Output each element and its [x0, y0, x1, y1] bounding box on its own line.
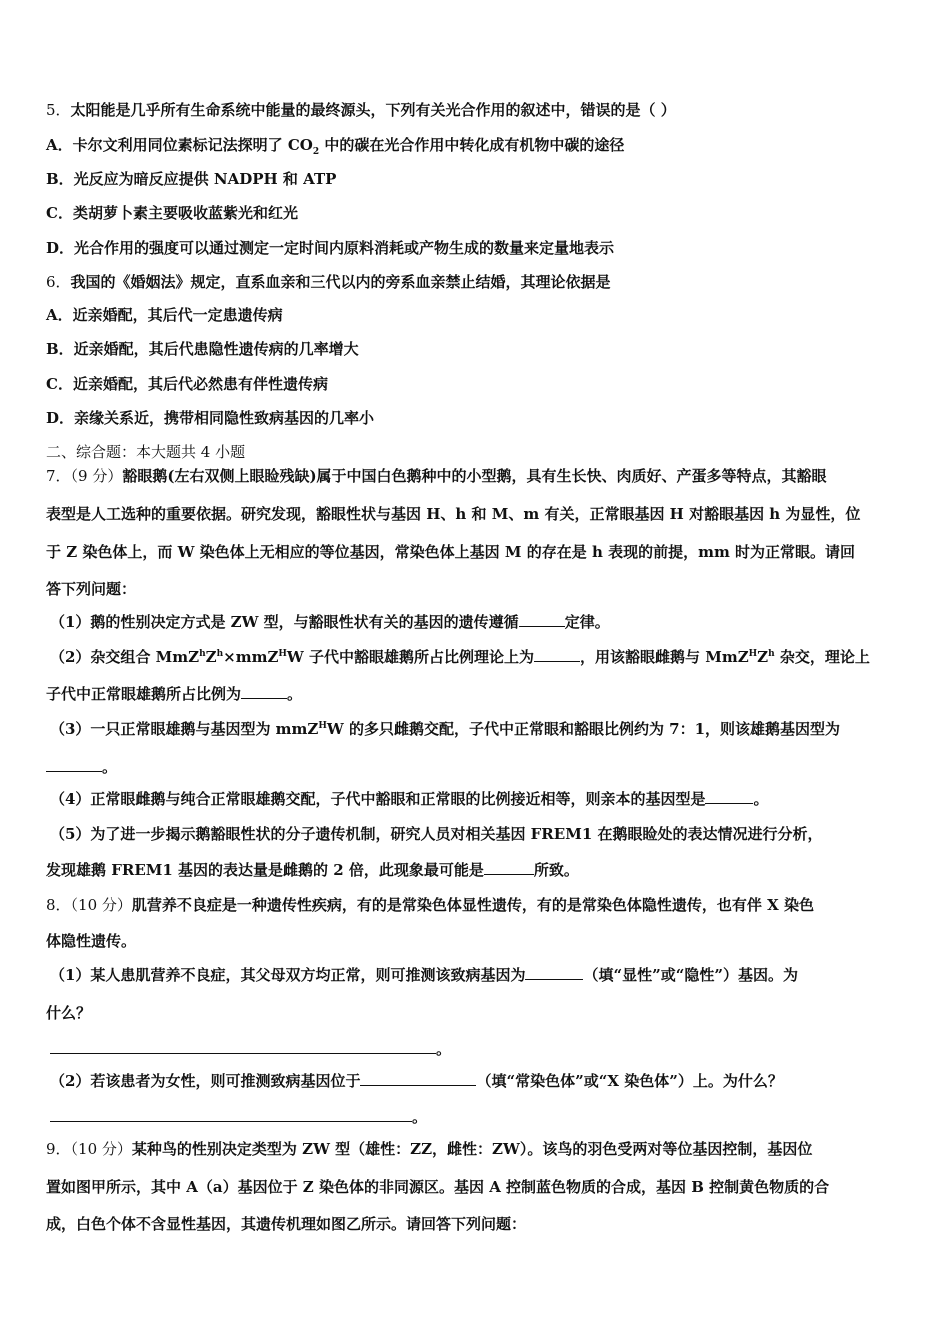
answer-blank[interactable]: [46, 757, 102, 772]
q7-number: 7．（9 分）: [46, 467, 123, 485]
q7-part-2-text-d: W 子代中豁眼雄鹅所占比例理论上为: [286, 648, 534, 666]
answer-blank[interactable]: [241, 684, 287, 699]
q8-part-2-text: （2）若该患者为女性，则可推测致病基因位于: [50, 1072, 361, 1090]
q8-part-2-answer-line: [50, 1106, 910, 1128]
q5-stem: [46, 99, 910, 121]
q7-part-3-text-a: （3）一只正常眼雄鹅与基因型为 mmZ: [50, 720, 319, 738]
q7-line-4: 答下列问题：: [46, 580, 137, 598]
q7-part-3-line-2-end: 。: [102, 758, 118, 776]
answer-blank[interactable]: [525, 965, 583, 980]
q6-stem-text: 我国的《婚姻法》规定，直系血亲和三代以内的旁系血亲禁止结婚，其理论依据是: [70, 273, 611, 291]
q7-part-2-text-f: Z: [757, 648, 769, 666]
q8-line-1-text: 肌营养不良症是一种遗传性疾病，有的是常染色体显性遗传，有的是常染色体隐性遗传，也有伴 X 染色: [131, 896, 814, 914]
q7-part-3: [50, 718, 910, 740]
q8-part-2: [50, 1070, 910, 1092]
superscript: H: [278, 649, 287, 659]
q6-option-a: A．近亲婚配，其后代一定患遗传病: [46, 306, 283, 324]
superscript: H: [318, 721, 327, 731]
q7-line-1-text: 豁眼鹅(左右双侧上眼睑残缺)属于中国白色鹅种中的小型鹅，具有生长快、肉质好、产蛋多等特点，其豁眼: [122, 467, 827, 485]
q6-option-d: D．亲缘关系近，携带相同隐性致病基因的几率小: [46, 409, 375, 427]
q8-part-2-answer-end: 。: [412, 1108, 428, 1126]
q9-line-3: 成，白色个体不含显性基因，其遗传机理如图乙所示。请回答下列问题：: [46, 1215, 527, 1233]
q7-part-1-text: （1）鹅的性别决定方式是 ZW 型，与豁眼性状有关的基因的遗传遵循: [50, 613, 519, 631]
q9-number: 9．（10 分）: [46, 1140, 132, 1158]
q7-line-3: 于 Z 染色体上，而 W 染色体上无相应的等位基因，常染色体上基因 M 的存在是 h 表现的前提，mm 时为正常眼。请回: [46, 543, 856, 561]
q7-part-4-text: （4）正常眼雌鹅与纯合正常眼雄鹅交配，子代中豁眼和正常眼的比例接近相等，则亲本的基因型是: [50, 790, 706, 808]
answer-blank[interactable]: [534, 647, 580, 662]
q8-part-1-answer-end: 。: [436, 1040, 452, 1058]
q8-part-1: [50, 964, 910, 986]
q7-part-2-text-e: ，用该豁眼雌鹅与 MmZ: [580, 648, 749, 666]
q7-part-4-end: 。: [753, 790, 769, 808]
q7-part-4: [50, 788, 910, 810]
answer-blank[interactable]: [50, 1107, 412, 1122]
section-heading: 二、综合题：本大题共 4 小题: [46, 443, 246, 461]
answer-blank[interactable]: [519, 612, 565, 627]
superscript: H: [748, 649, 758, 659]
q7-part-5-line-2-end: 所致。: [533, 861, 579, 879]
q7-line-2: 表型是人工选种的重要依据。研究发现，豁眼性状与基因 H、h 和 M、m 有关，正常眼基因 H 对豁眼基因 h 为显性，位: [46, 505, 861, 523]
superscript: h: [216, 649, 224, 659]
q7-part-2-text-b: Z: [205, 648, 217, 666]
q8-part-2-text-end: （填“常染色体”或“X 染色体”）上。为什么？: [476, 1072, 783, 1090]
q7-part-1: [50, 611, 910, 633]
q7-part-2-line-2: [46, 683, 910, 705]
q5-option-a: [46, 134, 910, 156]
q7-part-5-line-2: [46, 859, 910, 881]
answer-blank[interactable]: [705, 789, 753, 804]
q7-part-5: （5）为了进一步揭示鹅豁眼性状的分子遗传机制，研究人员对相关基因 FREM1 在鹅眼睑处的表达情况进行分析，: [50, 825, 823, 843]
q9-line-1-text: 某种鸟的性别决定类型为 ZW 型（雄性：ZZ，雌性：ZW）。该鸟的羽色受两对等位基因控制，基因位: [131, 1140, 813, 1158]
q7-part-2-text-g: 杂交，理论上: [774, 648, 870, 666]
q5-option-b: B．光反应为暗反应提供 NADPH 和 ATP: [46, 170, 337, 188]
q9-line-1: [46, 1138, 910, 1160]
q7-part-2: [50, 646, 910, 668]
q8-part-1-line-2: 什么？: [46, 1004, 92, 1022]
q7-part-2-text-a: （2）杂交组合 MmZ: [50, 648, 200, 666]
superscript: h: [768, 649, 775, 659]
q9-line-2: 置如图甲所示，其中 A（a）基因位于 Z 染色体的非同源区。基因 A 控制蓝色物质的合成，基因 B 控制黄色物质的合: [46, 1178, 830, 1196]
q5-option-c: C．类胡萝卜素主要吸收蓝紫光和红光: [46, 204, 298, 222]
q5-option-a-text-end: 中的碳在光合作用中转化成有机物中碳的途径: [319, 136, 625, 154]
q5-option-a-subscript: 2: [312, 147, 320, 157]
q7-part-2-line-2-end: 。: [287, 685, 303, 703]
q8-line-1: [46, 894, 910, 916]
q5-stem-text: 太阳能是几乎所有生命系统中能量的最终源头，下列有关光合作用的叙述中，错误的是（ ）: [70, 101, 676, 119]
q5-number: 5．: [46, 101, 71, 119]
q8-number: 8．（10 分）: [46, 896, 132, 914]
q8-part-1-answer-line: [50, 1038, 910, 1060]
q8-part-1-text: （1）某人患肌营养不良症，其父母双方均正常，则可推测该致病基因为: [50, 966, 526, 984]
q7-part-5-line-2-text: 发现雄鹅 FREM1 基因的表达量是雌鹅的 2 倍，此现象最可能是: [46, 861, 484, 879]
q6-stem: [46, 271, 910, 293]
answer-blank[interactable]: [50, 1039, 436, 1054]
q7-part-3-text-b: W 的多只雌鹅交配，子代中正常眼和豁眼比例约为 7：1，则该雄鹅基因型为: [326, 720, 841, 738]
q5-option-d: D．光合作用的强度可以通过测定一定时间内原料消耗或产物生成的数量来定量地表示: [46, 239, 615, 257]
q7-part-2-text-c: ×mmZ: [223, 648, 279, 666]
q8-part-1-text-end: （填“显性”或“隐性”）基因。为: [583, 966, 798, 984]
q7-part-1-text-end: 定律。: [564, 613, 610, 631]
q6-number: 6．: [46, 273, 71, 291]
q8-line-2: 体隐性遗传。: [46, 932, 137, 950]
q5-option-a-text: A．卡尔文利用同位素标记法探明了 CO: [46, 136, 313, 154]
answer-blank[interactable]: [484, 860, 534, 875]
q7-part-3-line-2: [46, 756, 910, 778]
q7-part-2-line-2-text: 子代中正常眼雄鹅所占比例为: [46, 685, 242, 703]
q6-option-c: C．近亲婚配，其后代必然患有伴性遗传病: [46, 375, 328, 393]
superscript: h: [199, 649, 206, 659]
q6-option-b: B．近亲婚配，其后代患隐性遗传病的几率增大: [46, 340, 359, 358]
q7-line-1: [46, 465, 910, 487]
answer-blank[interactable]: [360, 1071, 476, 1086]
